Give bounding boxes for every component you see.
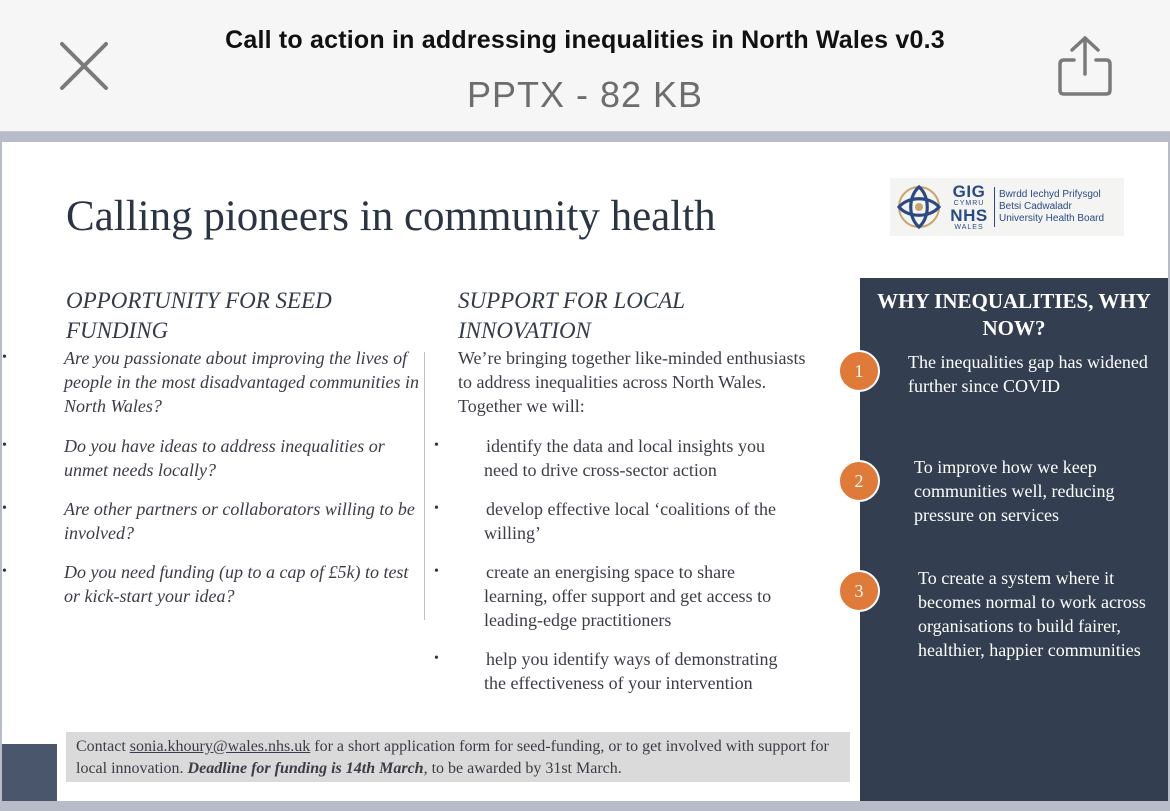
why-title: WHY INEQUALITIES, WHY NOW? (877, 289, 1151, 340)
point-number-badge: 2 (838, 460, 880, 502)
list-item: • identify the data and local insights you need to drive cross-sector action (434, 436, 765, 480)
list-item: • create an energising space to share learning, offer support and get access to leading-edge practitioners (434, 562, 772, 630)
contact-suffix: , to be awarded by 31st March. (423, 760, 622, 777)
list-item: • Do you need funding (up to a cap of £5k) to test or kick-start your idea? (2, 562, 409, 606)
corner-accent-block (2, 744, 57, 801)
contact-prefix: Contact (76, 738, 130, 755)
celtic-knot-icon (890, 178, 948, 236)
share-icon[interactable] (1054, 34, 1116, 98)
slide-title: Calling pioneers in community health (66, 193, 716, 240)
point-number-badge: 3 (838, 570, 880, 612)
seed-funding-questions (2, 346, 422, 623)
contact-email-link[interactable]: sonia.khoury@wales.nhs.uk (129, 738, 311, 755)
why-point-text: The inequalities gap has widened further since COVID (908, 352, 1148, 396)
file-meta: PPTX - 82 KB (466, 74, 704, 115)
local-innovation-list (430, 434, 850, 710)
why-panel (854, 278, 1168, 801)
slide (2, 142, 1168, 801)
logo-gig-nhs: GIG CYMRU NHS WALES (950, 182, 988, 231)
contact-box (66, 732, 850, 782)
local-innovation-intro: We’re bringing together like-minded enthusiasts to address inequalities across North Wales. Together we will: (458, 348, 806, 416)
health-board-logo (890, 178, 1124, 236)
viewer-header (0, 0, 1170, 132)
why-point-text: To create a system where it becomes normal to work across organisations to build fairer, healthier, happier communities (918, 568, 1146, 660)
seed-funding-heading: OPPORTUNITY FOR SEED FUNDING (66, 288, 332, 343)
logo-separator (994, 187, 995, 227)
why-point-text: To improve how we keep communities well, reducing pressure on services (914, 457, 1115, 525)
list-item: • help you identify ways of demonstrating the effectiveness of your intervention (434, 649, 778, 693)
contact-middle: for a short application form for seed-funding, or to get involved with support for local innovation. (76, 738, 829, 777)
list-item: • Do you have ideas to address inequalities or unmet needs locally? (2, 436, 385, 480)
deadline-text: Deadline for funding is 14th March (187, 760, 424, 777)
logo-board-name: Bwrdd Iechyd Prifysgol Betsi Cadwaladr University Health Board (999, 189, 1105, 224)
point-number-badge: 1 (838, 350, 880, 392)
local-innovation-heading: SUPPORT FOR LOCAL INNOVATION (458, 288, 685, 343)
file-title: Call to action in addressing inequalities in North Wales v0.3 (225, 26, 945, 54)
list-item: • Are you passionate about improving the lives of people in the most disadvantaged communities in North Wales? (2, 348, 419, 416)
column-divider (424, 352, 425, 620)
list-item: • develop effective local ‘coalitions of the willing’ (434, 499, 777, 543)
list-item: • Are other partners or collaborators willing to be involved? (2, 499, 415, 543)
